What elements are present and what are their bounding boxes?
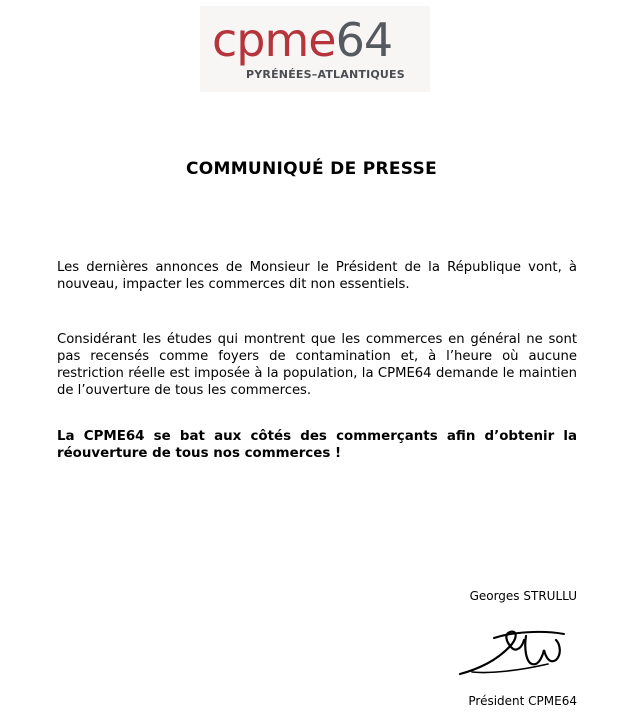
- logo-subtitle: PYRÉNÉES–ATLANTIQUES: [246, 68, 405, 81]
- handwritten-signature: [452, 618, 572, 680]
- paragraph-announcement: Les dernières annonces de Monsieur le Président de la République vont, à nouveau, impacter les commerces dit non essentiels.: [57, 260, 577, 292]
- logo-wordmark: [212, 12, 392, 68]
- signer-name: Georges STRULLU: [469, 589, 577, 603]
- page-title: COMMUNIQUÉ DE PRESSE: [185, 159, 438, 179]
- cpme64-logo: [200, 6, 430, 92]
- logo-main: cpme: [212, 13, 336, 67]
- paragraph-statement: La CPME64 se bat aux côtés des commerçants afin d’obtenir la réouverture de tous nos commerces !: [57, 429, 577, 461]
- signer-role: Président CPME64: [468, 694, 577, 708]
- logo-number: 64: [335, 13, 393, 67]
- paragraph-considering: Considérant les études qui montrent que les commerces en général ne sont pas recensés comme foyers de contamination et, à l’heure où aucune restriction réelle est imposée à la population, la CPME64 demande le maintien de l’ouverture de tous les commerces.: [57, 332, 577, 398]
